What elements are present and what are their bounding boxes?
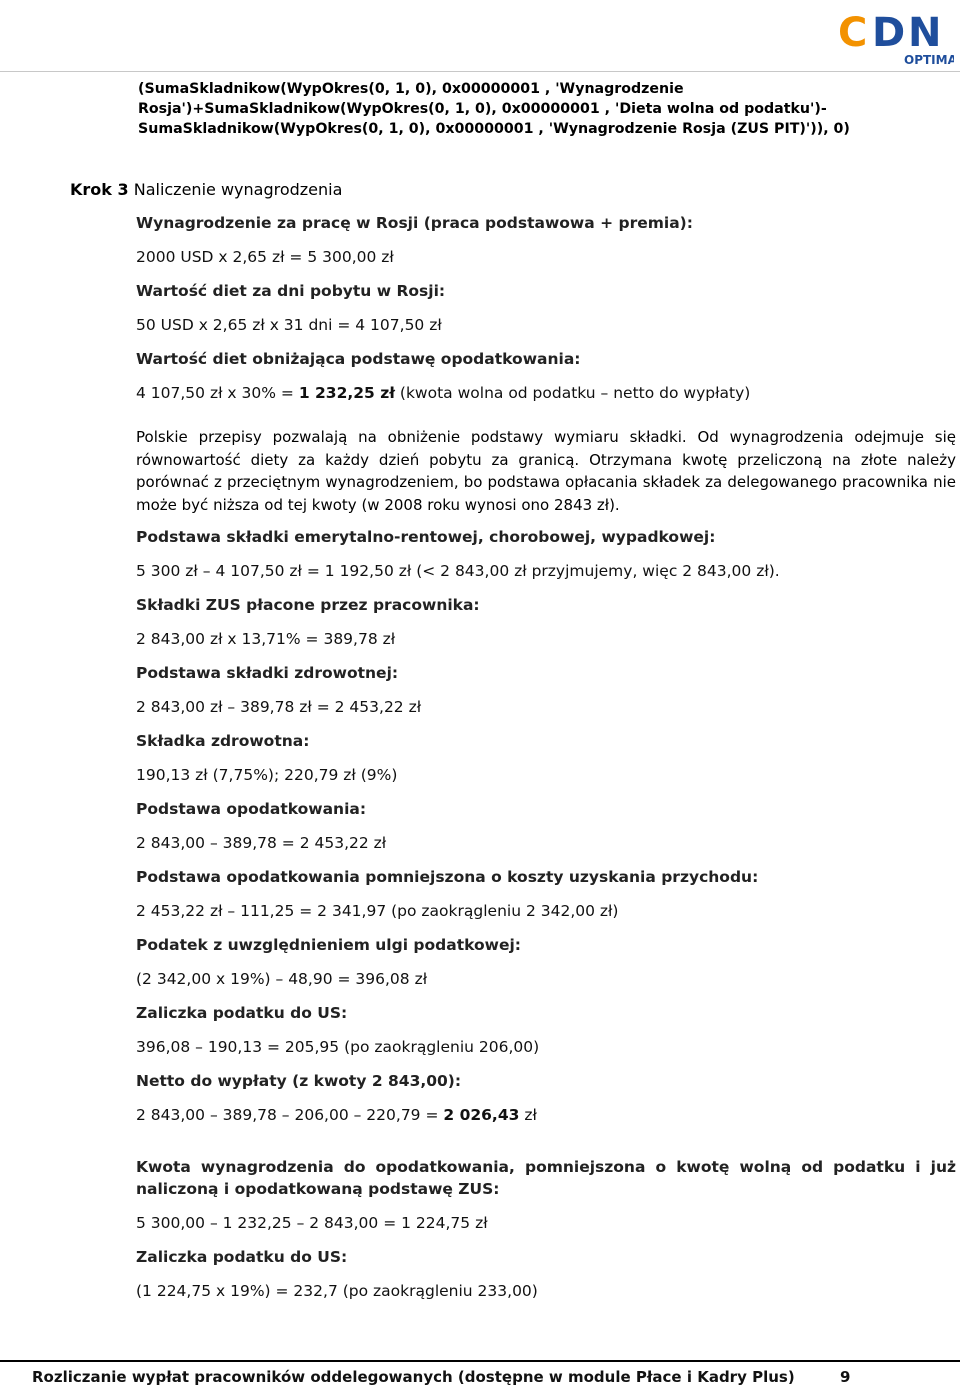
calculation-line: 2000 USD x 2,65 zł = 5 300,00 zł (136, 248, 394, 266)
calculation-line: 2 453,22 zł – 111,25 = 2 341,97 (po zaokrągleniu 2 342,00 zł) (136, 902, 619, 920)
calc-note: (kwota wolna od podatku – netto do wypłaty) (394, 384, 751, 402)
section-heading: Podstawa opodatkowania pomniejszona o koszty uzyskania przychodu: (136, 868, 759, 886)
calculation-line: 5 300,00 – 1 232,25 – 2 843,00 = 1 224,75 zł (136, 1214, 488, 1232)
section-heading: Składki ZUS płacone przez pracownika: (136, 596, 480, 614)
calculation-line: 190,13 zł (7,75%); 220,79 zł (9%) (136, 766, 398, 784)
svg-text:OPTIMA: OPTIMA (904, 53, 954, 67)
svg-text:D: D (872, 10, 904, 56)
explanation-paragraph: Polskie przepisy pozwalają na obniżenie podstawy wymiaru składki. Od wynagrodzenia odejmuje się równowartość diety za każdy dzień pobytu za granicą. Otrzymana kwotę przeliczoną na złote należy porównać z przeciętnym wynagrodzeniem, bo podstawa opłacania składek za delegowanego pracownika nie może być niższa od tej kwoty (w 2008 roku wynosi ono 2843 zł). (136, 428, 956, 514)
section-heading: Wartość diet obniżająca podstawę opodatkowania: (136, 350, 581, 368)
section-heading: Składka zdrowotna: (136, 732, 310, 750)
calc-result: 1 232,25 zł (298, 384, 395, 402)
formula-block (138, 79, 938, 139)
formula-line: SumaSkladnikow(WypOkres(0, 1, 0), 0x00000001 , 'Wynagrodzenie Rosja (ZUS PIT)')), 0) (138, 121, 850, 137)
calculation-line (136, 382, 956, 404)
section-heading: Wartość diet za dni pobytu w Rosji: (136, 282, 446, 300)
step-title: Naliczenie wynagrodzenia (133, 180, 343, 199)
section-heading: Podstawa opodatkowania: (136, 800, 367, 818)
section-heading: Wynagrodzenie za pracę w Rosji (praca podstawowa + premia): (136, 214, 693, 232)
section-heading: Kwota wynagrodzenia do opodatkowania, pomniejszona o kwotę wolną od podatku i już naliczoną i opodatkowaną podstawę ZUS: (136, 1158, 956, 1198)
calc-result: 2 026,43 (443, 1106, 520, 1124)
section-heading: Zaliczka podatku do US: (136, 1248, 348, 1266)
page-number: 9 (840, 1368, 851, 1386)
calculation-content (136, 212, 956, 1302)
section-heading: Zaliczka podatku do US: (136, 1004, 348, 1022)
calculation-line: 50 USD x 2,65 zł x 31 dni = 4 107,50 zł (136, 316, 442, 334)
step-heading (70, 180, 342, 199)
section-heading: Netto do wypłaty (z kwoty 2 843,00): (136, 1072, 462, 1090)
step-number: Krok 3 (70, 180, 129, 199)
formula-line: (SumaSkladnikow(WypOkres(0, 1, 0), 0x00000001 , 'Wynagrodzenie (138, 81, 684, 97)
formula-line: Rosja')+SumaSkladnikow(WypOkres(0, 1, 0), 0x00000001 , 'Dieta wolna od podatku')- (138, 101, 827, 117)
calculation-line: 2 843,00 – 389,78 = 2 453,22 zł (136, 834, 387, 852)
header-divider (0, 71, 960, 72)
calculation-line: 396,08 – 190,13 = 205,95 (po zaokrągleniu 206,00) (136, 1038, 540, 1056)
calculation-line: 2 843,00 zł – 389,78 zł = 2 453,22 zł (136, 698, 422, 716)
calc-part: 4 107,50 zł x 30% = (136, 384, 299, 402)
section-heading: Podatek z uwzględnieniem ulgi podatkowej: (136, 936, 522, 954)
section-heading: Podstawa składki zdrowotnej: (136, 664, 399, 682)
calc-part: 2 843,00 – 389,78 – 206,00 – 220,79 = (136, 1106, 444, 1124)
calculation-line: (2 342,00 x 19%) – 48,90 = 396,08 zł (136, 970, 428, 988)
calculation-line: 5 300 zł – 4 107,50 zł = 1 192,50 zł (< 2 843,00 zł przyjmujemy, więc 2 843,00 zł). (136, 562, 780, 580)
footer-title: Rozliczanie wypłat pracowników oddelegowanych (dostępne w module Płace i Kadry Plus) (32, 1368, 795, 1386)
section-heading: Podstawa składki emerytalno-rentowej, chorobowej, wypadkowej: (136, 528, 716, 546)
footer-divider (0, 1360, 960, 1362)
calc-unit: zł (519, 1106, 537, 1124)
cdn-optima-logo (836, 6, 954, 68)
calculation-line: (1 224,75 x 19%) = 232,7 (po zaokrągleniu 233,00) (136, 1282, 538, 1300)
calculation-line (136, 1104, 956, 1126)
svg-text:N: N (908, 10, 940, 56)
page-footer (32, 1368, 932, 1386)
calculation-line: 2 843,00 zł x 13,71% = 389,78 zł (136, 630, 396, 648)
svg-text:C: C (838, 10, 866, 56)
